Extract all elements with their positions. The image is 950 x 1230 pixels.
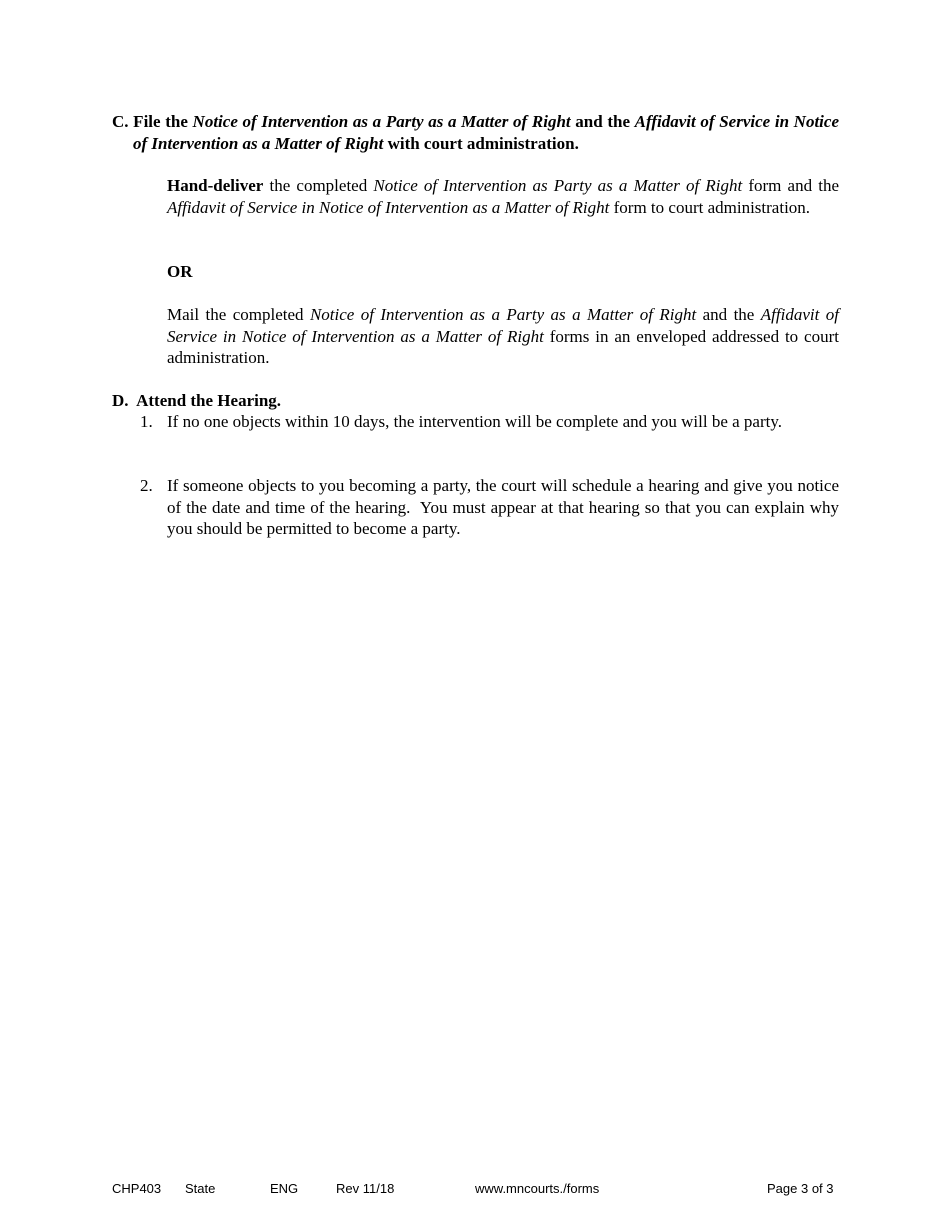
list-number: 1. bbox=[140, 412, 153, 431]
footer-scope: State bbox=[185, 1181, 216, 1196]
form-id: CHP403 bbox=[112, 1181, 162, 1196]
mail-paragraph bbox=[167, 304, 839, 369]
list-item-text: If someone objects to you becoming a party, the court will schedule a hearing and give you notice of the date and time of the hearing. You must appear at that hearing so that you can explain why you should be permitted to become a party. bbox=[167, 476, 844, 538]
footer-revision: Rev 11/18 bbox=[336, 1181, 395, 1196]
form-title: Notice of Intervention as Party as a Matter of Right bbox=[373, 176, 743, 195]
list-item bbox=[140, 475, 844, 540]
or-separator: OR bbox=[167, 262, 193, 281]
heading-text: with court administration. bbox=[383, 133, 579, 153]
form-title: Notice of Intervention as a Party as a Matter of Right bbox=[309, 305, 697, 324]
text: form and the bbox=[742, 176, 839, 195]
page-number: Page 3 of 3 bbox=[767, 1181, 834, 1196]
form-title: Affidavit of Service in Notice of Intervention as a Matter of Right bbox=[167, 197, 610, 217]
list-item-text: If no one objects within 10 days, the intervention will be complete and you will be a party. bbox=[167, 412, 782, 431]
text: form to court administration. bbox=[609, 197, 811, 217]
form-title: Notice of Intervention as a Party as a Matter of Right bbox=[192, 112, 571, 131]
heading-text: and the bbox=[570, 112, 635, 131]
text: Mail the completed bbox=[167, 305, 310, 324]
form-title: Affidavit of Service in Notice of Intervention as a Matter of Right bbox=[167, 305, 839, 346]
heading-text: C. File the bbox=[112, 112, 193, 131]
text: the completed bbox=[263, 176, 374, 195]
list-number: 2. bbox=[140, 476, 153, 495]
footer-url[interactable]: www.mncourts./forms bbox=[475, 1181, 600, 1196]
hand-deliver-label: Hand-deliver bbox=[167, 176, 264, 195]
footer-language: ENG bbox=[270, 1181, 299, 1196]
form-title: Affidavit of Service in Notice of Intervention as a Matter of Right bbox=[133, 112, 839, 153]
section-d-heading: D. Attend the Hearing. bbox=[112, 391, 282, 410]
hand-deliver-paragraph bbox=[167, 175, 839, 218]
text: and the bbox=[696, 305, 761, 324]
section-c-heading bbox=[112, 111, 839, 154]
list-item bbox=[140, 411, 839, 433]
text: forms in an enveloped addressed to court administration. bbox=[167, 326, 839, 367]
section-c bbox=[112, 111, 839, 154]
